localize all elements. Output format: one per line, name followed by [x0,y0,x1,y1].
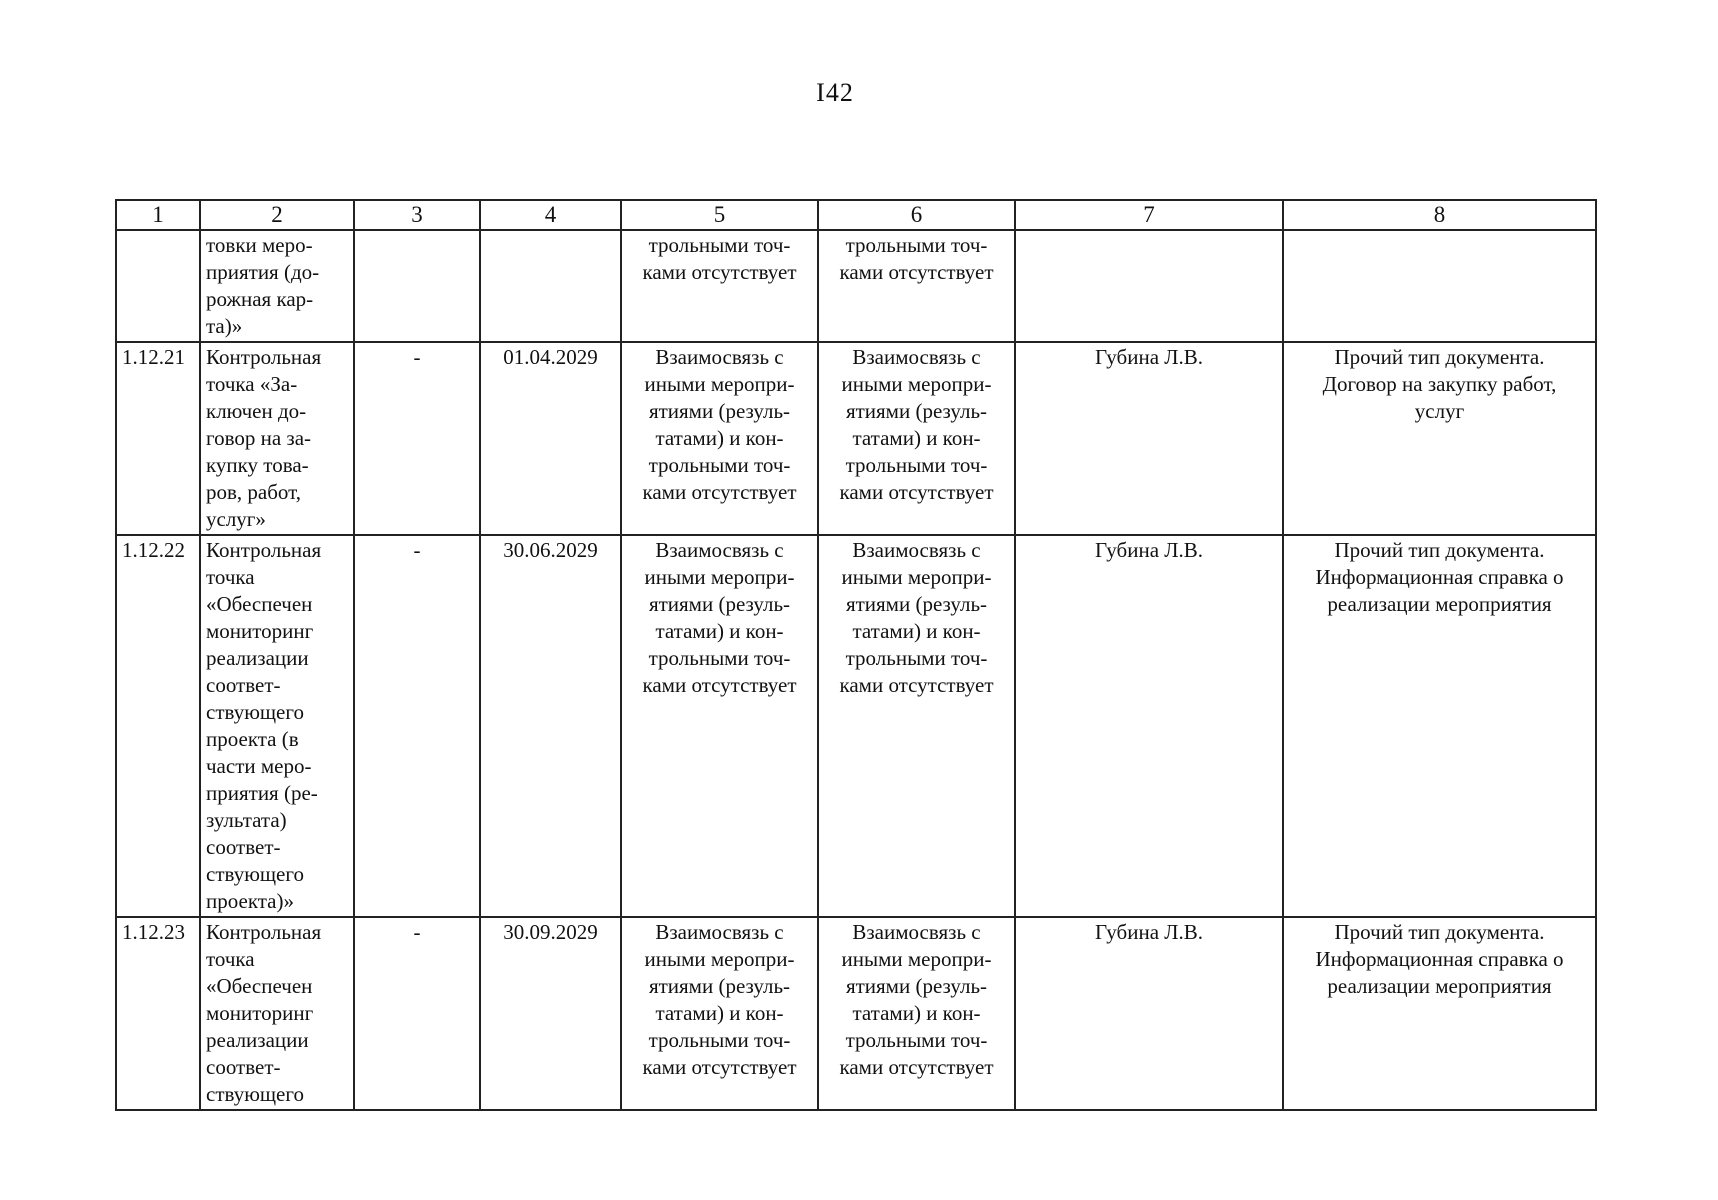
cell-line: трольными точ- [845,453,988,477]
header-col-3: 3 [354,200,480,230]
cell-line: реализации мероприятия [1327,592,1552,616]
cell-line: Взаимосвязь с [852,920,981,944]
col3-value [354,342,480,535]
cell-line: татами) и кон- [852,426,981,450]
header-col-2: 2 [200,200,354,230]
cell-line: Контрольная [206,538,322,562]
cell-line: иными меропри- [644,372,795,396]
relation-next [818,342,1015,535]
cell-line: та)» [206,314,243,338]
cell-line: ствующего [206,1082,304,1106]
cell-line: ками отсутствует [642,673,797,697]
relation-prev [621,230,818,342]
document-type [1283,230,1596,342]
cell-text: 1.12.22 [122,538,185,562]
cell-line: ятиями (резуль- [845,399,988,423]
table-row [116,917,1596,1110]
cell-line: Контрольная [206,920,322,944]
cell-line: татами) и кон- [852,1001,981,1025]
cell-line: Прочий тип документа. [1334,345,1545,369]
cell-line: трольными точ- [648,646,791,670]
cell-text: - [413,920,421,944]
col3-value [354,535,480,917]
plan-table [115,199,1597,1111]
cell-line: «Обеспечен [206,974,313,998]
table-row [116,230,1596,342]
header-col-4: 4 [480,200,621,230]
row-number [116,342,200,535]
cell-line: татами) и кон- [852,619,981,643]
relation-next [818,917,1015,1110]
cell-line: приятия (ре- [206,781,318,805]
row-number [116,230,200,342]
cell-line: ключен до- [206,399,307,423]
relation-prev [621,342,818,535]
cell-line: татами) и кон- [655,426,784,450]
cell-line: ров, работ, [206,480,301,504]
cell-line: трольными точ- [648,453,791,477]
cell-line: соответ- [206,1055,281,1079]
cell-line: проекта)» [206,889,294,913]
cell-line: ятиями (резуль- [845,974,988,998]
event-name [200,917,354,1110]
cell-text: Губина Л.В. [1094,920,1204,944]
cell-line: иными меропри- [644,565,795,589]
header-col-5: 5 [621,200,818,230]
cell-line: «Обеспечен [206,592,313,616]
cell-line: ствующего [206,700,304,724]
cell-text: Губина Л.В. [1094,538,1204,562]
cell-line: Договор на закупку работ, [1322,372,1557,396]
cell-line: приятия (до- [206,260,320,284]
event-name [200,342,354,535]
relation-prev [621,535,818,917]
cell-line: татами) и кон- [655,1001,784,1025]
table-row [116,535,1596,917]
cell-line: точка [206,947,255,971]
col3-value [354,917,480,1110]
relation-prev [621,917,818,1110]
cell-line: Взаимосвязь с [655,920,784,944]
document-type [1283,342,1596,535]
date-value [480,230,621,342]
document-type [1283,917,1596,1110]
cell-line: иными меропри- [841,565,992,589]
cell-line: ками отсутствует [642,260,797,284]
cell-line: Информационная справка о [1315,947,1564,971]
cell-line: Взаимосвязь с [655,538,784,562]
cell-line: точка «За- [206,372,298,396]
responsible-person [1015,342,1283,535]
page-number: I42 [816,78,854,107]
event-name [200,535,354,917]
cell-text: 1.12.21 [122,345,185,369]
cell-line: ками отсутствует [839,480,994,504]
cell-line: Прочий тип документа. [1334,920,1545,944]
cell-line: соответ- [206,673,281,697]
cell-text: 30.06.2029 [503,538,598,562]
cell-line: иными меропри- [841,947,992,971]
cell-line: ятиями (резуль- [648,592,791,616]
cell-line: мониторинг [206,619,314,643]
cell-line: реализации мероприятия [1327,974,1552,998]
cell-line: реализации [206,646,309,670]
cell-line: ками отсутствует [839,260,994,284]
cell-line: проекта (в [206,727,299,751]
cell-line: соответ- [206,835,281,859]
relation-next [818,535,1015,917]
cell-line: ками отсутствует [642,480,797,504]
col3-value [354,230,480,342]
event-name [200,230,354,342]
cell-text: 01.04.2029 [503,345,598,369]
cell-line: товки меро- [206,233,313,257]
cell-line: Информационная справка о [1315,565,1564,589]
cell-line: рожная кар- [206,287,314,311]
cell-text: - [413,538,421,562]
cell-line: ками отсутствует [642,1055,797,1079]
cell-line: купку това- [206,453,309,477]
cell-line: татами) и кон- [655,619,784,643]
relation-next [818,230,1015,342]
responsible-person [1015,535,1283,917]
cell-text: 30.09.2029 [503,920,598,944]
responsible-person [1015,917,1283,1110]
cell-line: ятиями (резуль- [845,592,988,616]
row-number [116,917,200,1110]
cell-line: ятиями (резуль- [648,974,791,998]
responsible-person [1015,230,1283,342]
cell-line: трольными точ- [845,233,988,257]
cell-text: - [413,345,421,369]
cell-line: части меро- [206,754,312,778]
cell-line: иными меропри- [841,372,992,396]
cell-line: Прочий тип документа. [1334,538,1545,562]
document-type [1283,535,1596,917]
cell-text: Губина Л.В. [1094,345,1204,369]
cell-line: трольными точ- [845,1028,988,1052]
cell-line: трольными точ- [648,233,791,257]
date-value [480,535,621,917]
header-col-7: 7 [1015,200,1283,230]
cell-line: Взаимосвязь с [655,345,784,369]
date-value [480,917,621,1110]
header-col-1: 1 [116,200,200,230]
cell-line: Взаимосвязь с [852,538,981,562]
header-col-8: 8 [1283,200,1596,230]
row-number [116,535,200,917]
header-row [116,200,1596,230]
date-value [480,342,621,535]
cell-line: реализации [206,1028,309,1052]
cell-line: иными меропри- [644,947,795,971]
cell-line: услуг» [206,507,266,531]
cell-line: Контрольная [206,345,322,369]
cell-line: ками отсутствует [839,673,994,697]
cell-line: говор на за- [206,426,312,450]
cell-line: зультата) [206,808,287,832]
cell-line: ками отсутствует [839,1055,994,1079]
table-row [116,342,1596,535]
header-col-6: 6 [818,200,1015,230]
cell-line: услуг [1414,399,1465,423]
cell-line: мониторинг [206,1001,314,1025]
cell-line: трольными точ- [845,646,988,670]
cell-line: Взаимосвязь с [852,345,981,369]
cell-line: ятиями (резуль- [648,399,791,423]
cell-line: ствующего [206,862,304,886]
cell-line: трольными точ- [648,1028,791,1052]
cell-line: точка [206,565,255,589]
table-body [116,230,1596,1110]
cell-text: 1.12.23 [122,920,185,944]
